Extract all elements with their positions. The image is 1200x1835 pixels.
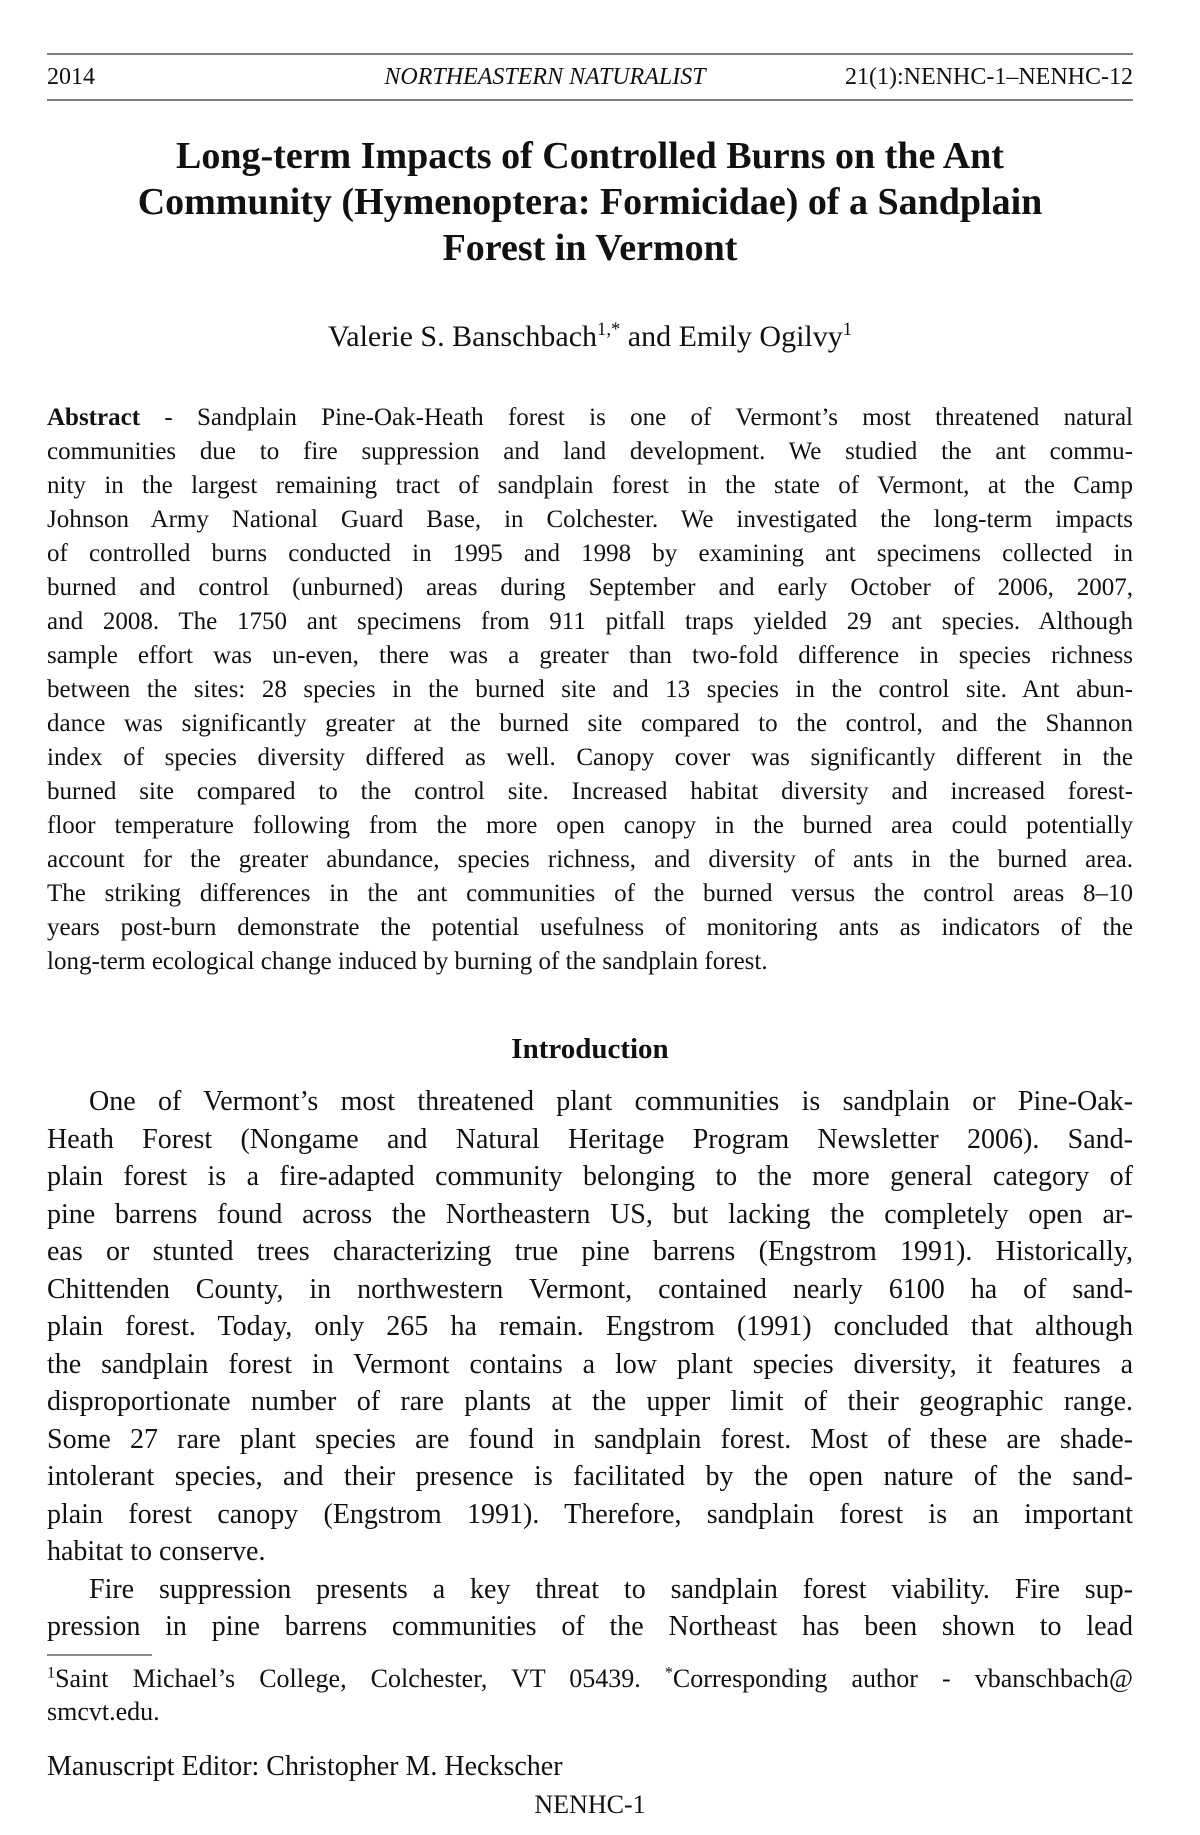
text-line: intolerant species, and their presence is facilitated by the open nature of the sand- [47, 1461, 1133, 1492]
text-line: disproportionate number of rare plants at the upper limit of their geographic range. [47, 1386, 1133, 1417]
text-line: Community (Hymenoptera: Formicidae) of a Sandplain [137, 181, 1043, 223]
page-number: NENHC-1 [534, 1789, 646, 1819]
text-line: Long-term Impacts of Controlled Burns on the Ant [176, 135, 1004, 177]
text-line: eas or stunted trees characterizing true pine barrens (Engstrom 1991). Historically, [47, 1236, 1133, 1267]
footnote [47, 1662, 1133, 1728]
text-line: account for the greater abundance, species richness, and diversity of ants in the burned area. [47, 846, 1133, 873]
text-line: Chittenden County, in northwestern Vermont, contained nearly 6100 ha of sand- [47, 1273, 1133, 1305]
author-2-name: and Emily Ogilvy [620, 320, 843, 353]
text-line: nity in the largest remaining tract of sandplain forest in the state of Vermont, at the Camp [47, 472, 1133, 499]
text-line: Johnson Army National Guard Base, in Colchester. We investigated the long-term impacts [47, 506, 1133, 533]
text-line: sample effort was un-even, there was a greater than two-fold difference in species richness [47, 642, 1133, 669]
header-issue: 21(1):NENHC-1–NENHC-12 [845, 63, 1133, 90]
author-1-superscript: 1,* [597, 319, 621, 340]
text-line: communities due to fire suppression and land development. We studied the ant commu- [47, 438, 1133, 465]
text-line: Heath Forest (Nongame and Natural Heritage Program Newsletter 2006). Sand- [47, 1123, 1133, 1155]
abstract-label: Abstract [47, 404, 141, 431]
text-line: and 2008. The 1750 ant specimens from 911 pitfall traps yielded 29 ant species. Although [47, 608, 1133, 635]
text-line: floor temperature following from the more open canopy in the burned area could potentially [47, 812, 1133, 839]
article-title [47, 133, 1133, 271]
footnote-rule [47, 1654, 152, 1656]
text-line: between the sites: 28 species in the burned site and 13 species in the control site. Ant abun- [47, 676, 1133, 703]
running-head [47, 53, 1133, 101]
text-line: Forest in Vermont [442, 227, 738, 269]
footnote-corresponding-text: Corresponding author - vbanschbach@ [672, 1663, 1133, 1693]
text-line: plain forest. Today, only 265 ha remain. Engstrom (1991) concluded that although [47, 1311, 1133, 1342]
text-line: The striking differences in the ant communities of the burned versus the control areas 8–10 [47, 880, 1133, 907]
footnote-corresponding-superscript: * [664, 1663, 673, 1681]
text-line: years post-burn demonstrate the potential usefulness of monitoring ants as indicators of the [47, 914, 1133, 941]
author-1-name: Valerie S. Banschbach [327, 320, 598, 353]
abstract-first-line [47, 401, 1133, 435]
text-line: of controlled burns conducted in 1995 and 1998 by examining ant specimens collected in [47, 540, 1133, 567]
manuscript-editor-line: Manuscript Editor: Christopher M. Heckscher [47, 1750, 563, 1782]
footnote-affiliation-text: Saint Michael’s College, Colchester, VT 05439. [55, 1663, 665, 1693]
text-line: long-term ecological change induced by burning of the sandplain forest. [47, 948, 768, 975]
intro-paragraph-1 [47, 1083, 1133, 1571]
text-line: Fire suppression presents a key threat to sandplain forest viability. Fire sup- [89, 1573, 1133, 1605]
author-2-superscript: 1 [842, 319, 853, 340]
text-line: the sandplain forest in Vermont contains a low plant species diversity, it features a [47, 1348, 1133, 1380]
abstract [47, 401, 1133, 979]
text-line: plain forest canopy (Engstrom 1991). Therefore, sandplain forest is an important [47, 1498, 1133, 1530]
section-heading-introduction: Introduction [511, 1033, 669, 1065]
text-line: plain forest is a fire-adapted community belonging to the more general category of [47, 1161, 1133, 1192]
text-line: habitat to conserve. [47, 1536, 266, 1567]
text-line: burned and control (unburned) areas during September and early October of 2006, 2007, [47, 574, 1133, 601]
page-content [47, 53, 1133, 1820]
text-line: index of species diversity differed as well. Canopy cover was significantly different in the [47, 744, 1133, 771]
text-line: pression in pine barrens communities of the Northeast has been shown to lead [47, 1611, 1133, 1642]
header-journal: NORTHEASTERN NATURALIST [384, 63, 706, 90]
authors-line [47, 317, 1133, 357]
text-line: pine barrens found across the Northeastern US, but lacking the completely open ar- [47, 1198, 1133, 1230]
text-line: Some 27 rare plant species are found in sandplain forest. Most of these are shade- [47, 1423, 1133, 1455]
footnote-affiliation-superscript: 1 [47, 1663, 56, 1681]
intro-paragraph-2 [47, 1571, 1133, 1646]
footnote-line-1 [47, 1662, 1133, 1695]
text-line: dance was significantly greater at the burned site compared to the control, and the Shannon [47, 710, 1133, 737]
abstract-first-line-rest: - Sandplain Pine-Oak-Heath forest is one of Vermont’s most threatened natural [140, 404, 1133, 431]
footnote-line-2: smcvt.edu. [47, 1696, 160, 1726]
header-year: 2014 [47, 63, 95, 90]
text-line: One of Vermont’s most threatened plant communities is sandplain or Pine-Oak- [89, 1086, 1133, 1117]
abstract-lines [47, 435, 1133, 979]
text-line: burned site compared to the control site. Increased habitat diversity and increased forest- [47, 778, 1133, 805]
